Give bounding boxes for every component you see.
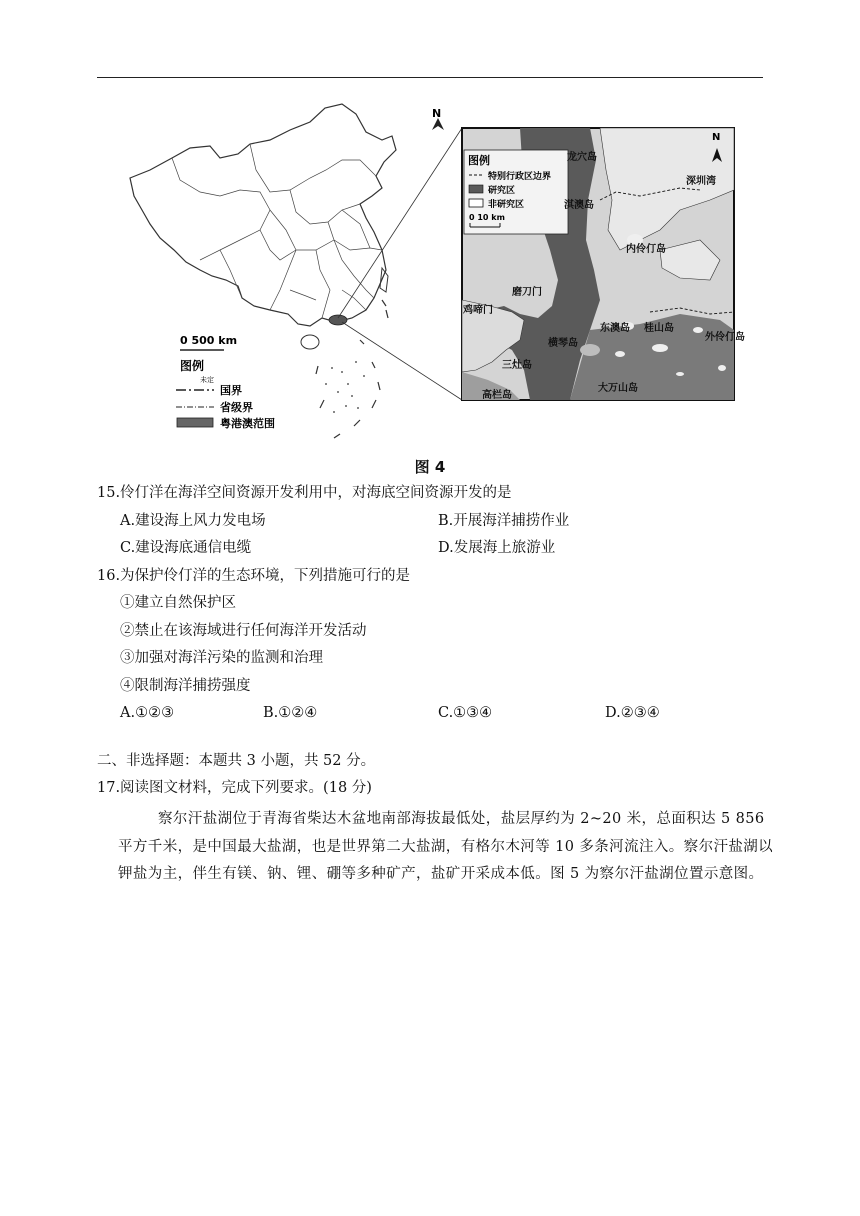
q16-item-2: ②禁止在该海域进行任何海洋开发活动 — [120, 623, 367, 639]
china-north-label: N — [432, 107, 442, 120]
figure-4 — [120, 100, 745, 445]
china-legend-label-1: 省级界 — [220, 401, 253, 414]
q16-option-a: A.①②③ — [120, 705, 175, 721]
label-longxue-island: 龙穴岛 — [567, 152, 597, 163]
section-2-heading: 二、非选择题：本题共 3 小题，共 52 分。 — [97, 753, 376, 769]
label-dongao-island: 东澳岛 — [600, 323, 630, 334]
china-legend-label-2: 粤港澳范围 — [220, 417, 275, 430]
label-jitimen: 鸡啼门 — [463, 305, 493, 316]
label-nei-lingding: 内伶仃岛 — [626, 244, 666, 255]
q15-option-d: D.发展海上旅游业 — [438, 540, 556, 556]
scattered-islets — [325, 361, 365, 413]
inset-legend-title: 图例 — [468, 154, 490, 167]
gba-area-icon — [177, 418, 213, 427]
inset-legend-label-0: 特别行政区边界 — [488, 172, 552, 182]
inset-north-label: N — [712, 132, 721, 143]
inset-map — [462, 128, 745, 401]
q16-option-d: D.②③④ — [605, 705, 660, 721]
china-outline-map — [130, 104, 396, 326]
label-wai-lingding: 外伶仃岛 — [705, 332, 745, 343]
china-north-arrow-icon — [432, 107, 444, 130]
q16-option-c: C.①③④ — [438, 705, 493, 721]
china-scale-label: 0 500 km — [180, 334, 238, 347]
province-borders — [172, 144, 382, 318]
q15-option-c: C.建设海底通信电缆 — [120, 540, 252, 556]
zoom-leader-bottom — [342, 322, 462, 400]
q15-option-a: A.建设海上风力发电场 — [120, 513, 266, 529]
inset-legend-label-2: 非研究区 — [488, 200, 525, 210]
label-shenzhen-bay: 深圳湾 — [686, 176, 716, 187]
label-gaolan-island: 高栏岛 — [482, 390, 512, 401]
question-17-paragraph: 察尔汗盐湖位于青海省柴达木盆地南部海拔最低处，盐层厚约为 2~20 米，总面积达 5 856 平方千米，是中国最大盐湖，也是世界第二大盐湖，有格尔木河等 10 多条河流注入。察尔汗盐湖以钾盐为主，伴生有镁、钠、锂、硼等多种矿产，盐矿开采成本低。图 5 为察尔汗盐湖位置示意图。 — [118, 811, 774, 882]
header-rule — [97, 77, 763, 78]
label-sanzao-island: 三灶岛 — [502, 360, 532, 371]
q16-item-1: ①建立自然保护区 — [120, 595, 236, 611]
label-modaomen: 磨刀门 — [512, 287, 542, 298]
label-guishan-island: 桂山岛 — [644, 323, 674, 334]
q16-item-3: ③加强对海洋污染的监测和治理 — [120, 650, 323, 666]
question-16-stem: 16.为保护伶仃洋的生态环境，下列措施可行的是 — [97, 568, 411, 584]
china-scale-bar — [180, 334, 237, 350]
china-legend-note: 未定 — [200, 376, 214, 384]
south-sea-islands — [316, 300, 388, 438]
label-hengqin-island: 横琴岛 — [548, 338, 578, 349]
q16-item-4: ④限制海洋捕捞强度 — [120, 678, 251, 694]
taiwan-island — [380, 268, 388, 292]
q15-option-b: B.开展海洋捕捞作业 — [438, 513, 570, 529]
question-17-stem: 17.阅读图文材料，完成下列要求。(18 分) — [97, 780, 372, 796]
label-dawanshan-island: 大万山岛 — [598, 383, 638, 394]
q16-option-b: B.①②④ — [263, 705, 318, 721]
study-area-icon — [469, 185, 483, 193]
hainan-island — [301, 335, 319, 349]
figure-caption: 图 4 — [414, 458, 446, 476]
inset-legend-label-1: 研究区 — [488, 186, 516, 196]
inset-scale-label: 0 10 km — [469, 213, 505, 222]
non-study-area-icon — [469, 199, 483, 207]
china-legend-label-0: 国界 — [220, 384, 242, 397]
china-legend-title: 图例 — [180, 359, 205, 373]
figure-4-svg — [120, 100, 745, 445]
zoom-leader-top — [338, 128, 462, 318]
china-legend — [176, 358, 275, 430]
label-qiao-island: 淇澳岛 — [564, 200, 594, 211]
question-15-stem: 15.伶仃洋在海洋空间资源开发利用中，对海底空间资源开发的是 — [97, 485, 512, 501]
